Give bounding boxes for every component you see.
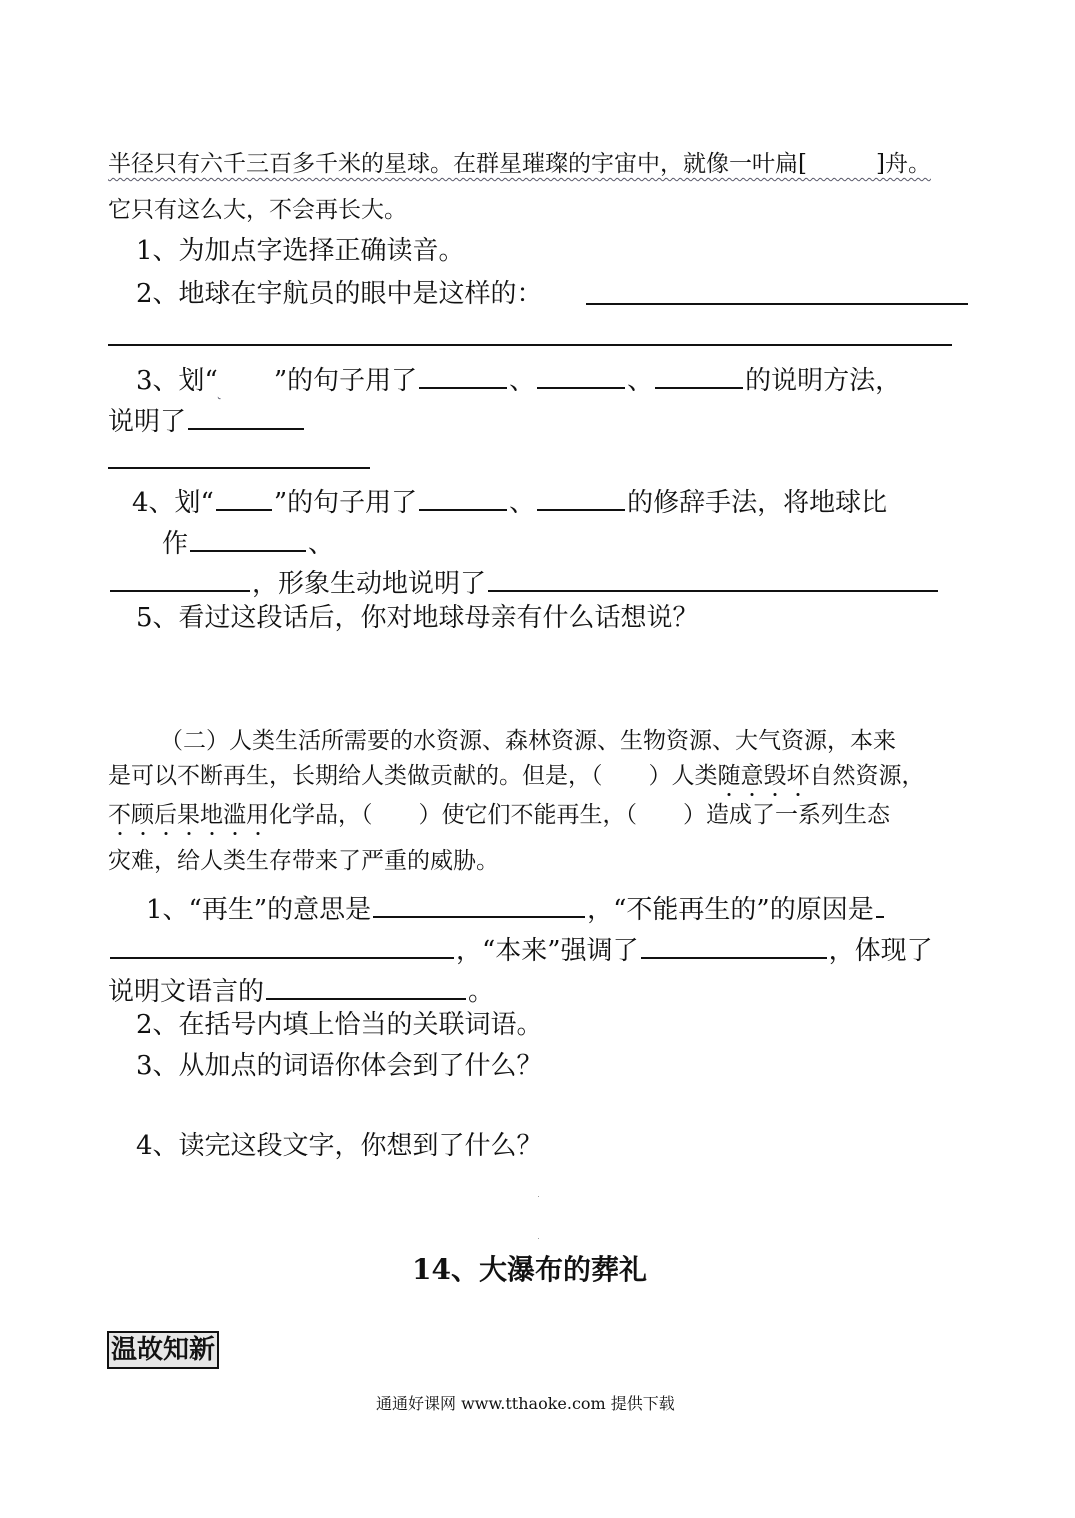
answer-blank[interactable] [188, 402, 304, 430]
question-1-3-cont [108, 402, 306, 435]
answer-blank[interactable] [108, 344, 952, 346]
answer-blank[interactable] [190, 524, 306, 552]
answer-blank[interactable] [655, 361, 743, 389]
answer-blank[interactable] [537, 361, 625, 389]
answer-blank[interactable] [419, 361, 507, 389]
question-text: ”的句子用了 [273, 488, 418, 518]
question-text: 说明文语言的 [108, 977, 265, 1007]
passage1-line2: 它只有这么大，不会再长大。 [108, 197, 407, 223]
question-text: ，“不能再生的”的原因是 [587, 895, 874, 925]
passage-text: 自然资源， [809, 763, 925, 789]
lesson-title: 14、大瀑布的葬礼 [412, 1253, 647, 1286]
dotted-phrase: 随意毁坏 [717, 763, 810, 789]
dotted-phrase: 不顾后果地滥用 [108, 802, 269, 828]
passage2-line2 [108, 765, 925, 788]
question-text: ，体现了 [828, 936, 933, 966]
answer-blank[interactable] [110, 564, 250, 592]
answer-blank[interactable] [641, 931, 827, 959]
answer-blank[interactable] [876, 890, 884, 918]
question-text: 、 [627, 366, 654, 396]
scan-speck [538, 1196, 539, 1197]
passage2-line4: 灾难，给人类生存带来了严重的威胁。 [108, 848, 499, 874]
question-text: 3、划“ [136, 366, 218, 396]
passage2-line1: （二）人类生活所需要的水资源、森林资源、生物资源、大气资源，本来 [160, 728, 896, 754]
question-text: ”的句子用了 [273, 366, 418, 396]
passage-text: 是可以不断再生，长期给人类做贡献的。但是，（ ）人类 [108, 763, 718, 789]
answer-blank[interactable] [108, 467, 370, 469]
answer-blank[interactable] [266, 972, 466, 1000]
question-2-1-cont2 [108, 972, 494, 1005]
question-text: 、 [509, 488, 536, 518]
scan-speck [538, 1238, 539, 1239]
question-text: 、 [509, 366, 536, 396]
question-text: 说明了 [108, 407, 187, 437]
question-2-1-cont [108, 931, 933, 964]
question-text: 的修辞手法，将地球比 [627, 488, 888, 518]
passage-text: 化学品，（ ）使它们不能再生，（ ）造成了一系列生态 [269, 802, 890, 828]
answer-blank[interactable] [373, 890, 585, 918]
question-1-4 [132, 483, 887, 516]
question-2-3: 3、从加点的词语你体会到了什么？ [136, 1051, 543, 1081]
wavy-sample-blank [218, 368, 274, 394]
answer-blank[interactable] [586, 303, 968, 305]
passage2-line3 [108, 804, 890, 827]
question-text: 1、“再生”的意思是 [146, 895, 372, 925]
answer-blank[interactable] [419, 483, 507, 511]
question-1-3 [136, 361, 901, 394]
passage1-line1: 半径只有六千三百多千米的星球。在群星璀璨的宇宙中，就像一叶扁[ ]舟。 [108, 151, 931, 177]
question-1-1: 1、为加点字选择正确读音。 [136, 236, 465, 266]
question-1-5: 5、看过这段话后，你对地球母亲有什么话想说？ [136, 603, 699, 633]
question-1-4-cont2 [108, 564, 940, 597]
answer-blank[interactable] [488, 564, 938, 592]
question-text: ，“本来”强调了 [456, 936, 639, 966]
footer-text: 通通好课网 www.tthaoke.com 提供下载 [376, 1394, 675, 1413]
answer-blank[interactable] [537, 483, 625, 511]
question-1-4-cont [162, 524, 334, 557]
question-text: 作 [162, 529, 189, 559]
question-2-4: 4、读完这段文字，你想到了什么？ [136, 1131, 543, 1161]
question-text: ，形象生动地说明了 [252, 569, 487, 599]
underline-sample [216, 483, 272, 511]
question-1-2: 2、地球在宇航员的眼中是这样的： [136, 279, 543, 309]
question-2-1 [146, 890, 886, 923]
answer-blank[interactable] [110, 931, 454, 959]
question-text: 。 [468, 977, 495, 1007]
question-text: 4、划“ [132, 488, 214, 518]
section-label: 温故知新 [107, 1331, 219, 1369]
question-text: 的说明方法， [745, 366, 902, 396]
question-2-2: 2、在括号内填上恰当的关联词语。 [136, 1010, 543, 1040]
question-text: 、 [308, 529, 335, 559]
